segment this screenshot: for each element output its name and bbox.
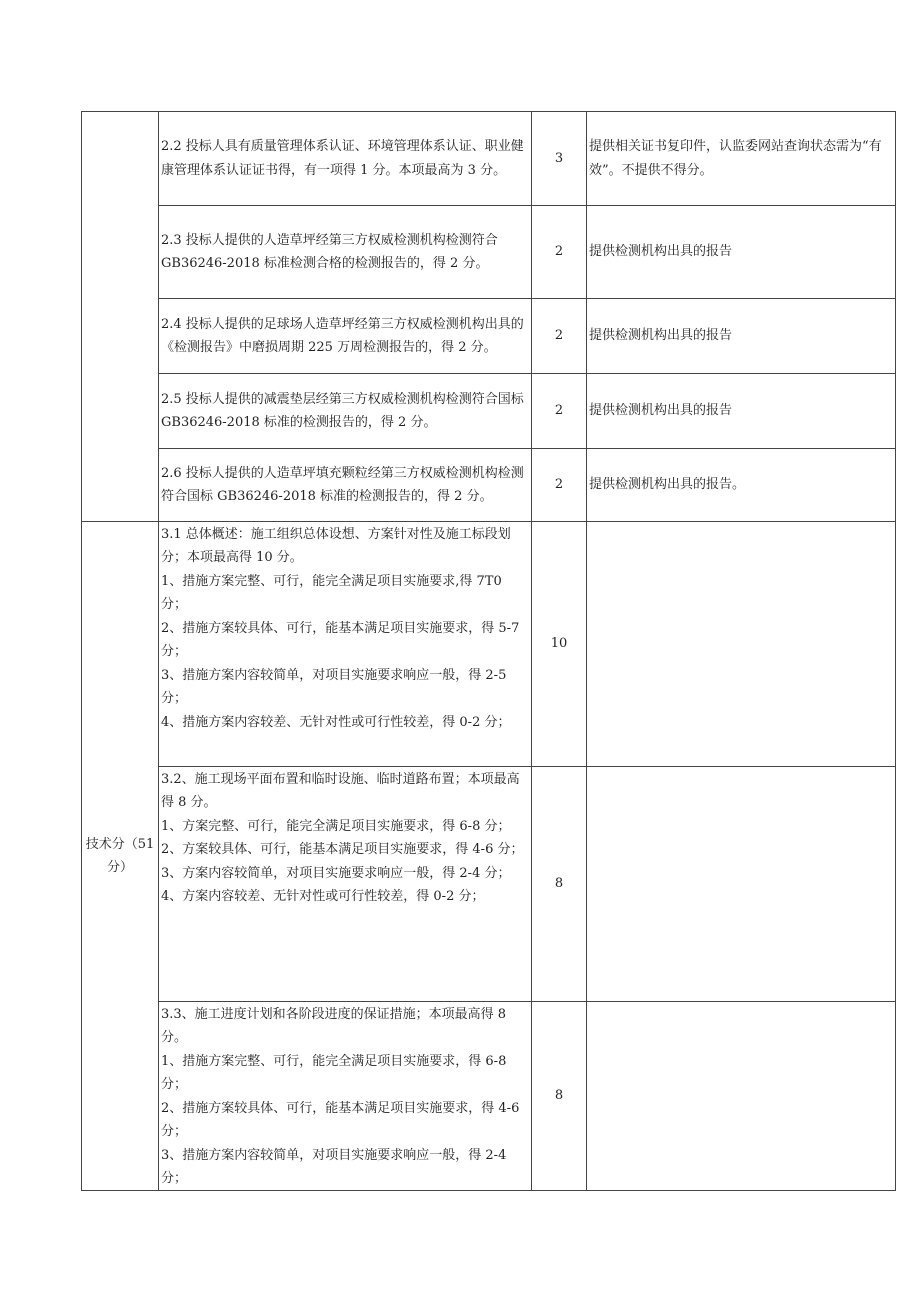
criteria-line: 3.1 总体概述：施工组织总体设想、方案针对性及施工标段划分；本项最高得 10 分。 [161,526,511,565]
criteria-line: 3.3、施工进度计划和各阶段进度的保证措施；本项最高得 8 分。 [161,1006,507,1045]
score-cell: 2 [532,449,587,522]
criteria-line: 3、措施方案内容较简单，对项目实施要求响应一般，得 2-4 分； [161,1147,507,1186]
criteria-line: 4、方案内容较差、无针对性或可行性较差，得 0-2 分； [161,889,485,904]
criteria-cell [159,299,532,374]
criteria-line: 1、措施方案完整、可行，能完全满足项目实施要求，得 6-8 分； [161,1053,507,1092]
criteria-line: 2.6 投标人提供的人造草坪填充颗粒经第三方权威检测机构检测符合国标 GB36246-2018 标准的检测报告的，得 2 分。 [161,465,524,504]
table-row [82,767,896,1002]
note-cell: 提供检测机构出具的报告 [587,374,896,449]
score-cell: 8 [532,1002,587,1191]
table-row [82,522,896,767]
criteria-cell [159,112,532,206]
table-row [82,112,896,206]
category-cell: 技术分（51分） [82,522,159,1191]
criteria-line: 2、方案较具体、可行，能基本满足项目实施要求，得 4-6 分； [161,842,524,857]
criteria-line: 2.2 投标人具有质量管理体系认证、环境管理体系认证、职业健康管理体系认证证书得，有一项得 1 分。本项最高为 3 分。 [161,139,524,178]
criteria-cell [159,449,532,522]
criteria-line: 2、措施方案较具体、可行，能基本满足项目实施要求，得 5-7 分； [161,620,520,659]
score-cell: 8 [532,767,587,1002]
criteria-line: 2.5 投标人提供的减震垫层经第三方权威检测机构检测符合国标 GB36246-2018 标准的检测报告的，得 2 分。 [161,391,524,430]
criteria-line: 3、措施方案内容较简单，对项目实施要求响应一般，得 2-5 分； [161,667,507,706]
criteria-cell [159,374,532,449]
criteria-line: 2.4 投标人提供的足球场人造草坪经第三方权威检测机构出具的《检测报告》中磨损周期 225 万周检测报告的，得 2 分。 [161,316,524,355]
table-row [82,206,896,299]
criteria-cell [159,1002,532,1191]
criteria-line: 1、措施方案完整、可行，能完全满足项目实施要求,得 7T0 分； [161,573,502,612]
table-row [82,374,896,449]
table-row [82,299,896,374]
scoring-table [81,111,896,1191]
criteria-line: 3.2、施工现场平面布置和临时设施、临时道路布置；本项最高得 8 分。 [161,771,520,810]
note-cell: 提供相关证书复印件，认监委网站查询状态需为“有效”。不提供不得分。 [587,112,896,206]
criteria-line: 2、措施方案较具体、可行，能基本满足项目实施要求，得 4-6 分； [161,1100,520,1139]
note-cell: 提供检测机构出具的报告 [587,206,896,299]
score-cell: 3 [532,112,587,206]
category-cell-blank [82,112,159,522]
note-cell [587,1002,896,1191]
criteria-cell [159,522,532,767]
criteria-cell [159,767,532,1002]
criteria-line: 1、方案完整、可行，能完全满足项目实施要求，得 6-8 分； [161,818,511,834]
score-cell: 10 [532,522,587,767]
note-cell: 提供检测机构出具的报告。 [587,449,896,522]
criteria-line: 3、方案内容较简单，对项目实施要求响应一般，得 2-4 分； [161,865,511,881]
note-cell [587,767,896,1002]
score-cell: 2 [532,206,587,299]
criteria-line: 2.3 投标人提供的人造草坪经第三方权威检测机构检测符合 GB36246-2018 标准检测合格的检测报告的，得 2 分。 [161,232,498,271]
note-cell: 提供检测机构出具的报告 [587,299,896,374]
score-cell: 2 [532,374,587,449]
score-cell: 2 [532,299,587,374]
table-row [82,449,896,522]
note-cell [587,522,896,767]
criteria-line: 4、措施方案内容较差、无针对性或可行性较差，得 0-2 分； [161,714,511,730]
criteria-cell [159,206,532,299]
table-row [82,1002,896,1191]
